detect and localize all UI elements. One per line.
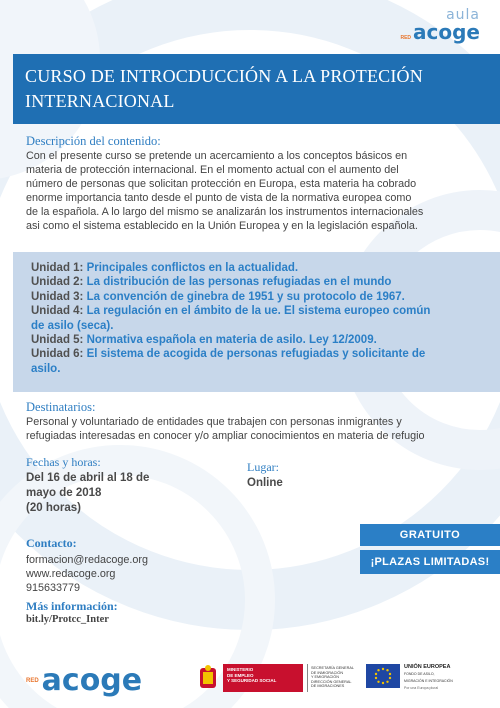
unit-text: asilo.	[31, 362, 61, 375]
aula-acoge-logo	[400, 8, 480, 42]
unit-text: La convención de ginebra de 1951 y su protocolo de 1967.	[86, 290, 405, 303]
unit-text: La regulación en el ámbito de la ue. El sistema europeo común	[86, 305, 431, 318]
eu-title: UNIÓN EUROPEA	[404, 664, 451, 670]
description-line: Con el presente curso se pretende un acercamiento a los conceptos básicos en	[26, 150, 408, 162]
eu-logo	[366, 664, 484, 690]
unit-item	[31, 304, 490, 318]
lugar-value: Online	[247, 477, 283, 489]
fechas-section	[26, 455, 196, 516]
eu-sub: FONDO DE ASILO,	[404, 672, 435, 676]
unit-text: Normativa española en materia de asilo. Ley 12/2009.	[86, 334, 377, 347]
description-line: asi como el sistema establecido en la Unión Europea y en la legislación española.	[26, 220, 418, 232]
unit-label: Unidad 6:	[31, 348, 84, 361]
unit-label: Unidad 4:	[31, 305, 84, 318]
fechas-line: Del 16 de abril al 18 de	[26, 472, 150, 484]
contact-heading: Contacto:	[26, 536, 77, 550]
description-line: enorme importancia tanto desde el punto de vista de la normativa europea como	[26, 192, 412, 204]
contact-web-link[interactable]: www.redacoge.org	[26, 568, 116, 580]
unit-label: Unidad 2:	[31, 276, 84, 289]
eu-flag-icon	[366, 664, 400, 688]
description-heading: Descripción del contenido:	[26, 134, 161, 148]
free-badge: GRATUITO	[360, 524, 500, 546]
unit-item	[31, 347, 490, 361]
destinatarios-line: Personal y voluntariado de entidades que trabajen con personas inmigrantes y	[26, 416, 402, 428]
ministry-logo	[197, 664, 365, 692]
fechas-heading: Fechas y horas:	[26, 455, 101, 469]
description-line: número de personas que solicitan protección en Europa, esta materia ha cobrado	[26, 178, 417, 190]
secretaria-line: DIRECCIÓN GENERAL	[311, 679, 352, 684]
logo-red: RED	[26, 678, 39, 684]
contact-section	[26, 536, 148, 595]
unit-text: Principales conflictos en la actualidad.	[86, 262, 299, 274]
brand-acoge: acoge	[413, 20, 480, 44]
more-info-link[interactable]: bit.ly/Protcc_Inter	[26, 614, 109, 625]
destinatarios-line: refugiadas interesadas en conocer y/o ampliar conocimientos en materia de refugio	[26, 430, 425, 442]
title-line-1: CURSO DE INTROCDUCCIÓN A LA PROTECIÓN	[25, 66, 423, 86]
unit-item	[31, 290, 490, 304]
secretaria-line: SECRETARÍA GENERAL	[311, 666, 354, 670]
eu-slogan: Por una Europa plural	[404, 686, 439, 690]
title-banner	[13, 54, 500, 124]
red-acoge-logo	[26, 663, 143, 698]
secretaria-line: DE MIGRACIONES	[311, 684, 345, 689]
unit-item	[31, 333, 490, 347]
destinatarios-section	[26, 400, 486, 443]
limited-places-badge: ¡PLAZAS LIMITADAS!	[360, 550, 500, 574]
lugar-section	[247, 460, 283, 491]
fechas-line: mayo de 2018	[26, 487, 102, 499]
units-list	[13, 252, 500, 392]
ministry-line: Y SEGURIDAD SOCIAL	[227, 678, 277, 683]
unit-text: El sistema de acogida de personas refugiadas y solicitante de	[86, 348, 426, 361]
eu-sub: MIGRACIÓN E INTEGRACIÓN	[404, 678, 453, 683]
eu-text	[404, 664, 484, 690]
unit-text: La distribución de las personas refugiadas en el mundo	[86, 276, 392, 289]
unit-text: de asilo (seca).	[31, 319, 114, 332]
footer-logos	[0, 654, 500, 708]
contact-phone: 915633779	[26, 582, 81, 594]
unit-item	[31, 261, 490, 275]
secretaria-line: Y EMIGRACIÓN	[311, 675, 339, 680]
unit-label: Unidad 1:	[31, 262, 84, 274]
description-line: materia de protección internacional. En el momento actual con el aumento del	[26, 164, 399, 176]
ministry-text	[223, 664, 303, 692]
more-info-section	[26, 599, 118, 625]
unit-item-continued	[31, 362, 490, 376]
contact-email-link[interactable]: formacion@redacoge.org	[26, 554, 148, 566]
logo-acoge: acoge	[41, 663, 143, 698]
description-line: de la española. A lo largo del mismo se analizarán los instrumentos internacionales	[26, 206, 424, 218]
fechas-line: (20 horas)	[26, 502, 81, 514]
ministry-line: MINISTERIO	[227, 667, 254, 672]
secretaria-text	[307, 664, 365, 692]
destinatarios-heading: Destinatarios:	[26, 400, 96, 414]
unit-label: Unidad 3:	[31, 290, 84, 303]
spain-crest-icon	[197, 664, 219, 692]
more-info-heading: Más información:	[26, 599, 118, 613]
secretaria-line: DE INMIGRACIÓN	[311, 670, 344, 675]
unit-item	[31, 275, 490, 289]
unit-item-continued	[31, 319, 490, 333]
brand-red: RED	[400, 35, 412, 41]
ministry-line: DE EMPLEO	[227, 672, 254, 678]
unit-label: Unidad 5:	[31, 334, 84, 347]
brand-aula: aula	[446, 7, 480, 23]
title-line-2: INTERNACIONAL	[25, 91, 175, 111]
lugar-heading: Lugar:	[247, 460, 279, 474]
description-section	[26, 134, 476, 233]
